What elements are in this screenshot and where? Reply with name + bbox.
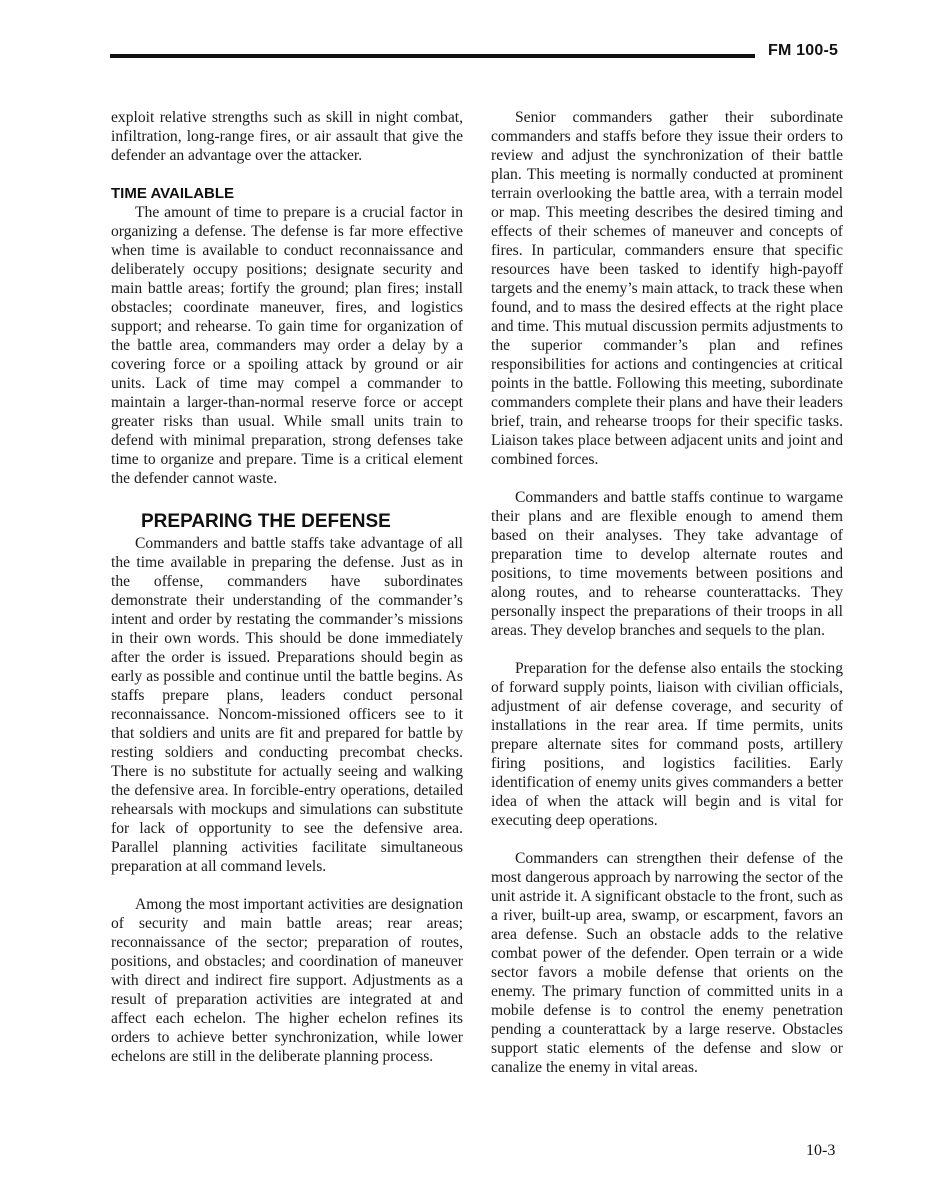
header-rule [110, 54, 755, 58]
page-number: 10-3 [806, 1142, 836, 1159]
preparing-paragraph-1: Commanders and battle staffs take advantage of all the time available in preparing the defense. Just as in the offense, commanders have subordinates demonstrate their understanding of the commander’s intent and order by restating the commander’s missions in their own words. This should be done immediately after the order is issued. Preparations should begin as early as possible and continue until the battle begins. As staffs prepare plans, leaders conduct personal reconnaissance. Noncom-missioned officers see to it that soldiers and units are fit and prepared for battle by resting soldiers and conducting precombat checks. There is no substitute for actually seeing and walking the defensive area. In forcible-entry operations, detailed rehearsals with mockups and simulations can substitute for lack of opportunity to see the defensive area. Parallel planning activities facilitate simultaneous preparation at all command levels. [111, 535, 463, 875]
preparing-defense-heading: PREPARING THE DEFENSE [141, 511, 391, 532]
left-column [111, 108, 463, 1066]
time-available-paragraph: The amount of time to prepare is a crucial factor in organizing a defense. The defense is far more effective when time is available to conduct reconnaissance and deliberately occupy positions; designate security and main battle areas; fortify the ground; plan fires; install obstacles; coordinate maneuver, fires, and logistics support; and rehearse. To gain time for organization of the battle area, commanders may order a delay by a covering force or a spoiling attack by ground or air units. Lack of time may compel a commander to maintain a larger-than-normal reserve force or accept greater risks than usual. While small units train to defend with minimal preparation, strong defenses take time to organize and prepare. Time is a critical element the defender cannot waste. [111, 204, 463, 487]
right-paragraph-1: Senior commanders gather their subordinate commanders and staffs before they issue their orders to review and adjust the synchronization of their battle plan. This meeting is normally conducted at prominent terrain overlooking the battle area, with a terrain model or map. This meeting describes the desired timing and effects of their schemes of maneuver and concepts of fires. In particular, commanders ensure that specific resources have been tasked to identify high-payoff targets and the enemy’s main attack, to track these when found, and to mass the desired effects at the right place and time. This mutual discussion permits adjustments to the superior commander’s plan and refines responsibilities for actions and contingencies at critical points in the battle. Following this meeting, subordinate commanders complete their plans and have their leaders brief, train, and rehearse troops for their specific tasks. Liaison takes place between adjacent units and joint and combined forces. [491, 109, 843, 468]
preparing-paragraph-2: Among the most important activities are designation of security and main battle areas; rear areas; reconnaissance of the sector; preparation of routes, positions, and obstacles; and coordination of maneuver with direct and indirect fire support. Adjustments as a result of preparation activities are integrated at and affect each echelon. The higher echelon refines its orders to achieve better synchronization, while lower echelons are still in the deliberate planning process. [111, 896, 463, 1065]
right-paragraph-3: Preparation for the defense also entails the stocking of forward supply points, liaison with civilian officials, adjustment of air defense coverage, and security of installations in the rear area. If time permits, units prepare alternate sites for command posts, artillery firing positions, and logistics facilities. Early identification of enemy units gives commanders a better idea of when the attack will begin and is vital for executing deep operations. [491, 660, 843, 829]
document-id: FM 100-5 [768, 42, 839, 59]
right-paragraph-4: Commanders can strengthen their defense of the most dangerous approach by narrowing the sector of the unit astride it. A significant obstacle to the front, such as a river, built-up area, swamp, or escarpment, favors an area defense. Such an obstacle adds to the relative combat power of the defender. Open terrain or a wide sector favors a mobile defense that orients on the enemy. The primary function of committed units in a mobile defense is to control the enemy penetration pending a counterattack by a large reserve. Obstacles support static elements of the defense and slow or canalize the enemy in vital areas. [491, 850, 843, 1076]
right-paragraph-2: Commanders and battle staffs continue to wargame their plans and are flexible enough to amend them based on their analyses. They take advantage of preparation time to develop alternate routes and positions, to time movements between positions and along routes, and to rehearse counterattacks. They personally inspect the preparations of their troops in all areas. They develop branches and sequels to the plan. [491, 489, 843, 639]
intro-paragraph: exploit relative strengths such as skill in night combat, infiltration, long-range fires, or air assault that give the defender an advantage over the attacker. [111, 109, 463, 164]
right-column [491, 108, 843, 1077]
time-available-heading: TIME AVAILABLE [111, 185, 235, 202]
